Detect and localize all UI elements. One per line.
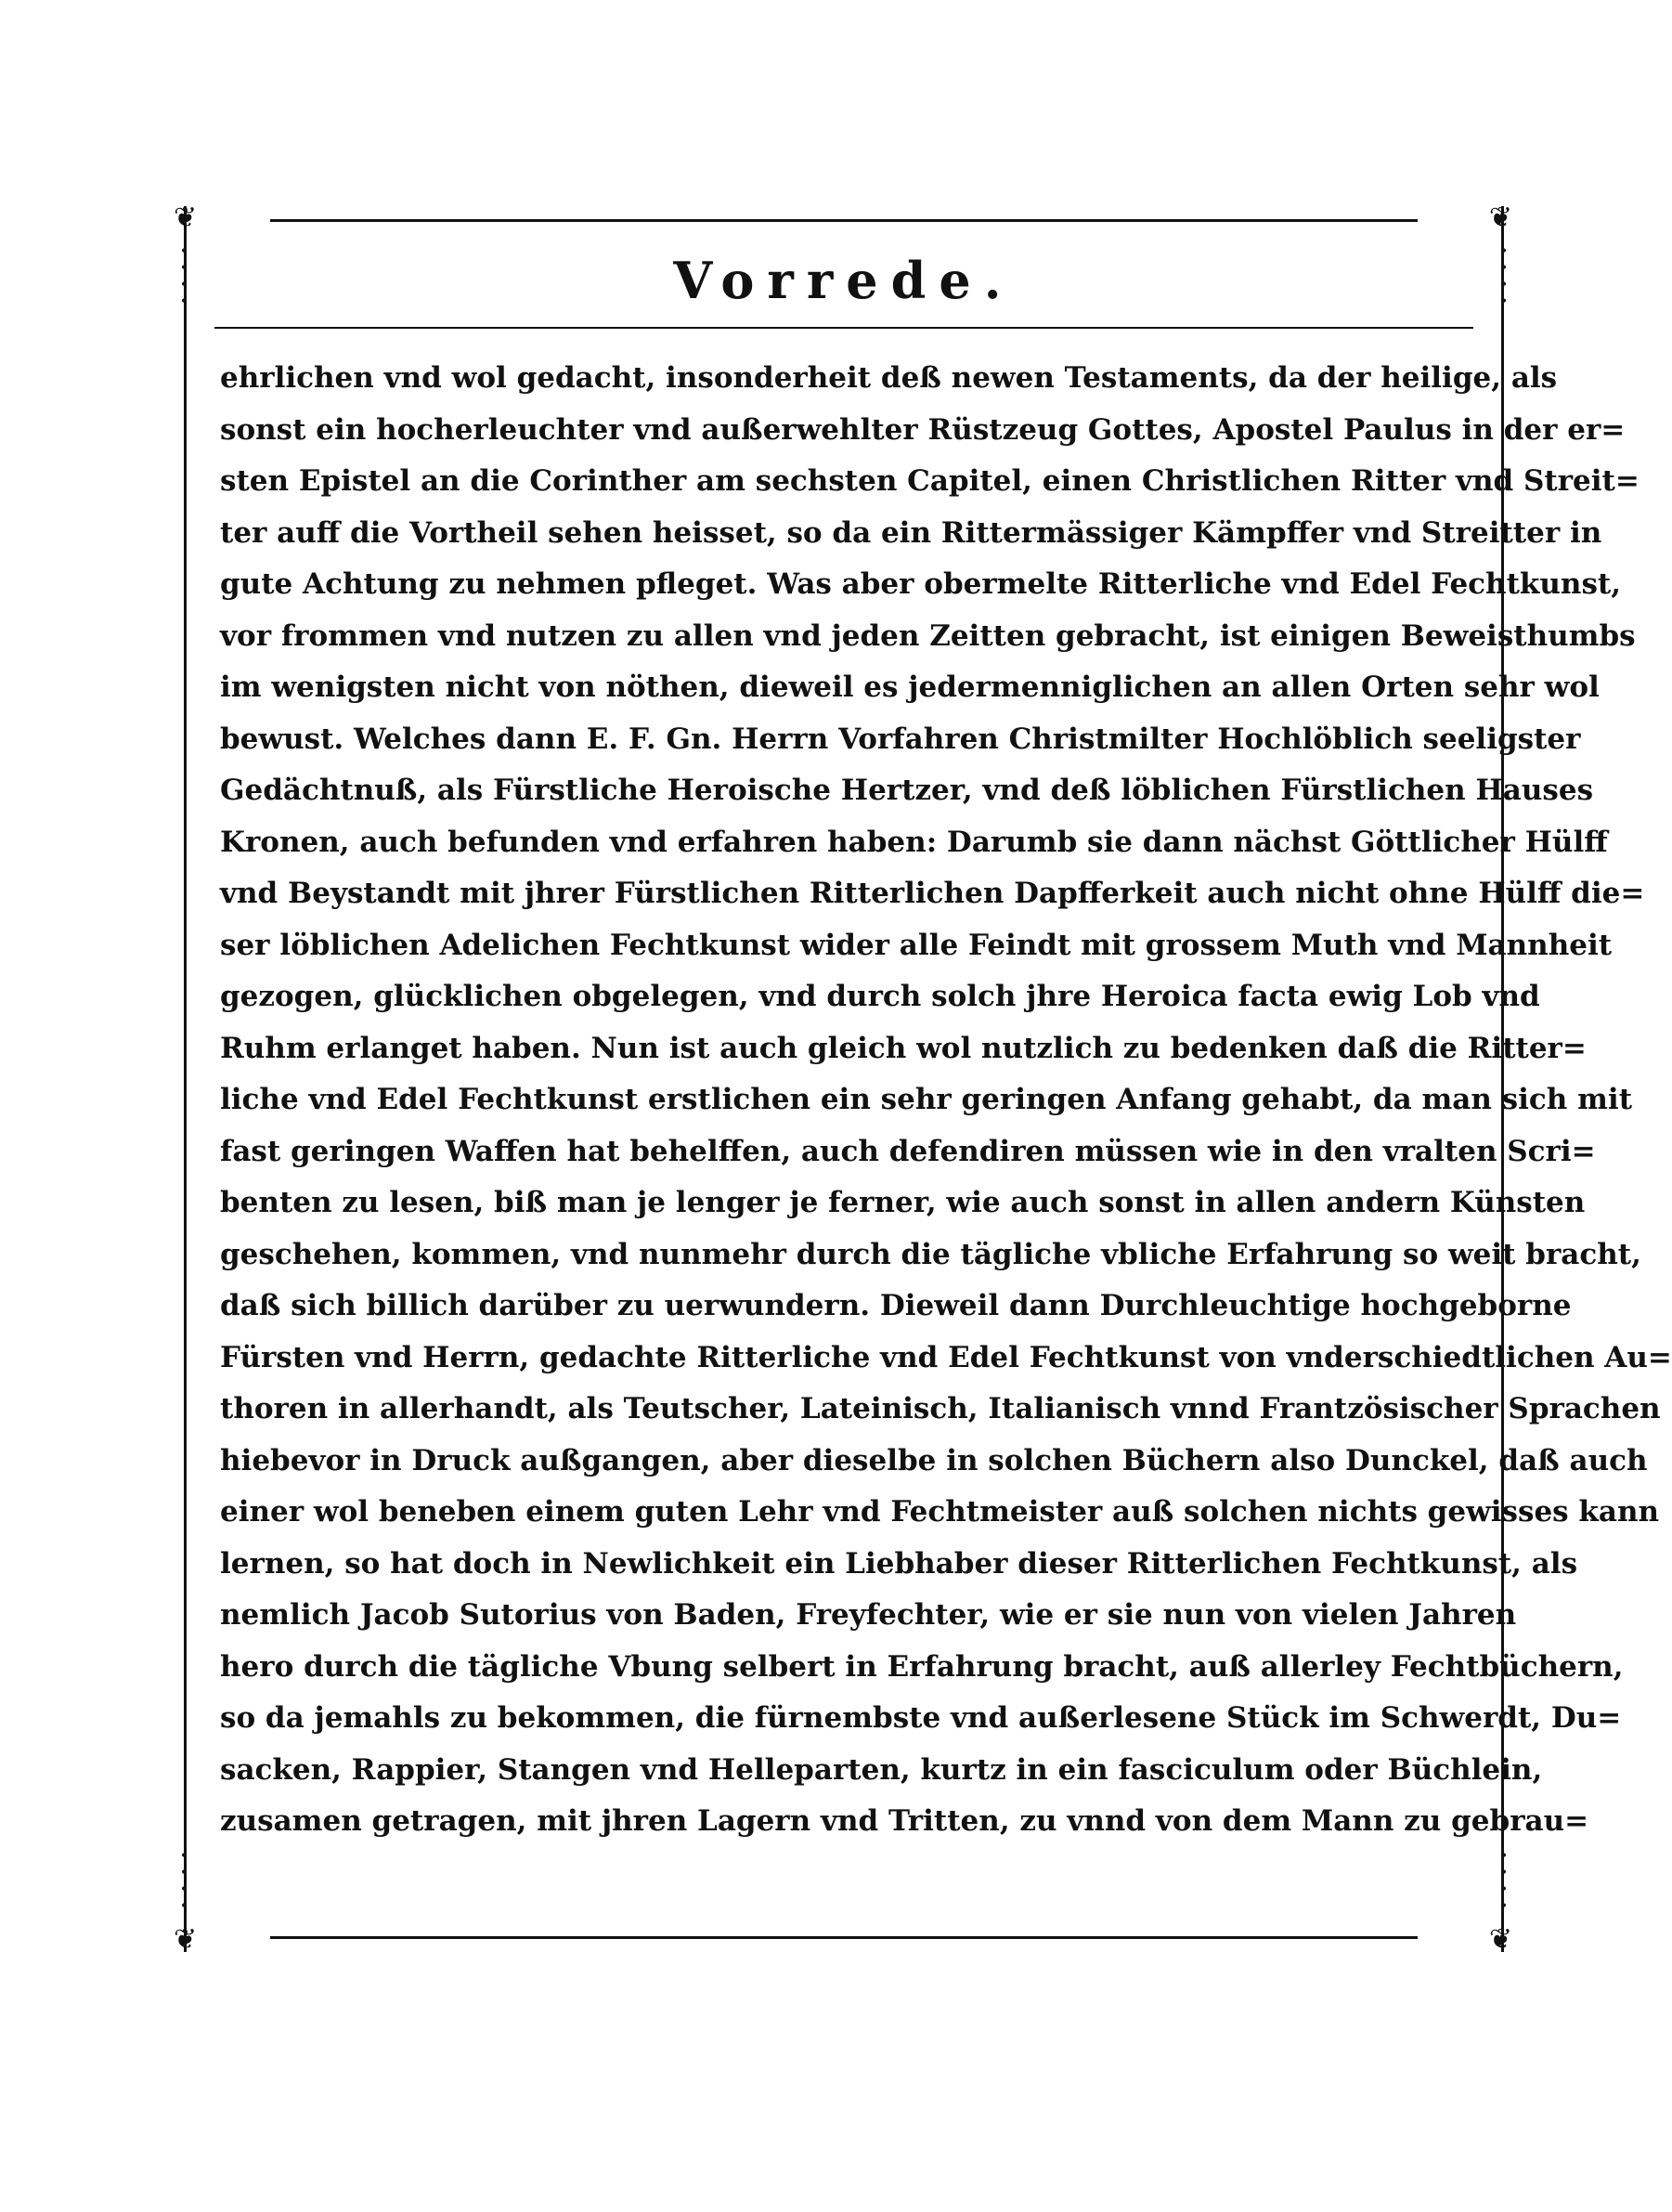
title-divider [214,327,1473,329]
top-border-rule [270,219,1418,222]
text-line: einer wol beneben einem guten Lehr vnd Fechtmeister auß solchen nichts gewisses kann [220,1495,1660,1529]
dotted-ornament-bottom-right: • • • • [1499,1849,1509,1914]
text-line: zusamen getragen, mit jhren Lagern vnd Tritten, zu vnnd von dem Mann zu gebrau= [220,1804,1589,1838]
text-line: nemlich Jacob Sutorius von Baden, Freyfechter, wie er sie nun von vielen Jahren [220,1598,1517,1632]
text-line: Kronen, auch befunden vnd erfahren haben: Darumb sie dann nächst Göttlicher Hülff [220,825,1608,859]
text-line: sten Epistel an die Corinther am sechsten Capitel, einen Christlichen Ritter vnd Streit= [220,464,1640,498]
text-line: vor frommen vnd nutzen zu allen vnd jeden Zeitten gebracht, ist einigen Beweisthumbs [220,618,1636,653]
dotted-ornament-top-left: • • • • [179,244,188,309]
text-line: gezogen, glücklichen obgelegen, vnd durch solch jhre Heroica facta ewig Lob vnd [220,980,1540,1013]
text-line: benten zu lesen, biß man je lenger je ferner, wie auch sonst in allen andern Künsten [220,1186,1586,1219]
text-line: sonst ein hocherleuchter vnd außerwehlter Rüstzeug Gottes, Apostel Paulus in der er= [220,412,1626,447]
corner-ornament-bottom-right: ❦ [1488,1923,1514,1956]
text-line: liche vnd Edel Fechtkunst erstlichen ein sehr geringen Anfang gehabt, da man sich mit [220,1083,1633,1116]
text-line: ter auff die Vortheil sehen heisset, so da ein Rittermässiger Kämpffer vnd Streitter in [220,515,1602,550]
text-line: Ruhm erlanget haben. Nun ist auch gleich wol nutzlich zu bedenken daß die Ritter= [220,1031,1587,1065]
text-line: thoren in allerhandt, als Teutscher, Lateinisch, Italianisch vnnd Frantzösischer Sprachen [220,1392,1661,1425]
text-line: Fürsten vnd Herrn, gedachte Ritterliche vnd Edel Fechtkunst von vnderschiedtlichen Au= [220,1340,1672,1374]
text-line: Gedächtnuß, als Fürstliche Heroische Hertzer, vnd deß löblichen Fürstlichen Hauses [220,774,1594,807]
text-line: hero durch die tägliche Vbung selbert in Erfahrung bracht, auß allerley Fechtbüchern, [220,1649,1624,1684]
text-line: vnd Beystandt mit jhrer Fürstlichen Ritterlichen Dapfferkeit auch nicht ohne Hülff die= [220,877,1645,910]
corner-ornament-top-left: ❦ [174,202,200,234]
dotted-ornament-top-right: • • • • [1499,244,1509,309]
text-line: bewust. Welches dann E. F. Gn. Herrn Vorfahren Christmilter Hochlöblich seeligster [220,722,1581,756]
corner-ornament-top-right: ❦ [1488,202,1514,234]
corner-ornament-bottom-left: ❦ [174,1923,200,1956]
page-title: Vorrede. [673,251,1015,310]
text-line: sacken, Rappier, Stangen vnd Helleparten, kurtz in ein fasciculum oder Büchlein, [220,1752,1543,1787]
page-frame [174,202,1672,1956]
dotted-ornament-bottom-left: • • • • [179,1849,188,1914]
text-line: geschehen, kommen, vnd nunmehr durch die tägliche vbliche Erfahrung so weit bracht, [220,1237,1641,1271]
text-line: ser löblichen Adelichen Fechtkunst wider alle Feindt mit grossem Muth vnd Mannheit [220,928,1613,962]
text-line: gute Achtung zu nehmen pfleget. Was aber obermelte Ritterliche vnd Edel Fechtkunst, [220,567,1622,601]
text-line: fast geringen Waffen hat behelffen, auch defendiren müssen wie in den vralten Scri= [220,1134,1596,1168]
text-line: so da jemahls zu bekommen, die fürnembste vnd außerlesene Stück im Schwerdt, Du= [220,1701,1622,1735]
bottom-border-rule [270,1936,1418,1939]
text-line: daß sich billich darüber zu uerwundern. Dieweil dann Durchleuchtige hochgeborne [220,1289,1572,1322]
text-line: lernen, so hat doch in Newlichkeit ein Liebhaber dieser Ritterlichen Fechtkunst, als [220,1546,1578,1581]
text-line: hiebevor in Druck außgangen, aber dieselbe in solchen Büchern also Dunckel, daß auch [220,1443,1648,1477]
text-line: ehrlichen vnd wol gedacht, insonderheit deß newen Testaments, da der heilige, als [220,361,1558,395]
text-line: im wenigsten nicht von nöthen, dieweil es jedermenniglichen an allen Orten sehr wol [220,670,1600,704]
body-text [220,353,1672,1848]
